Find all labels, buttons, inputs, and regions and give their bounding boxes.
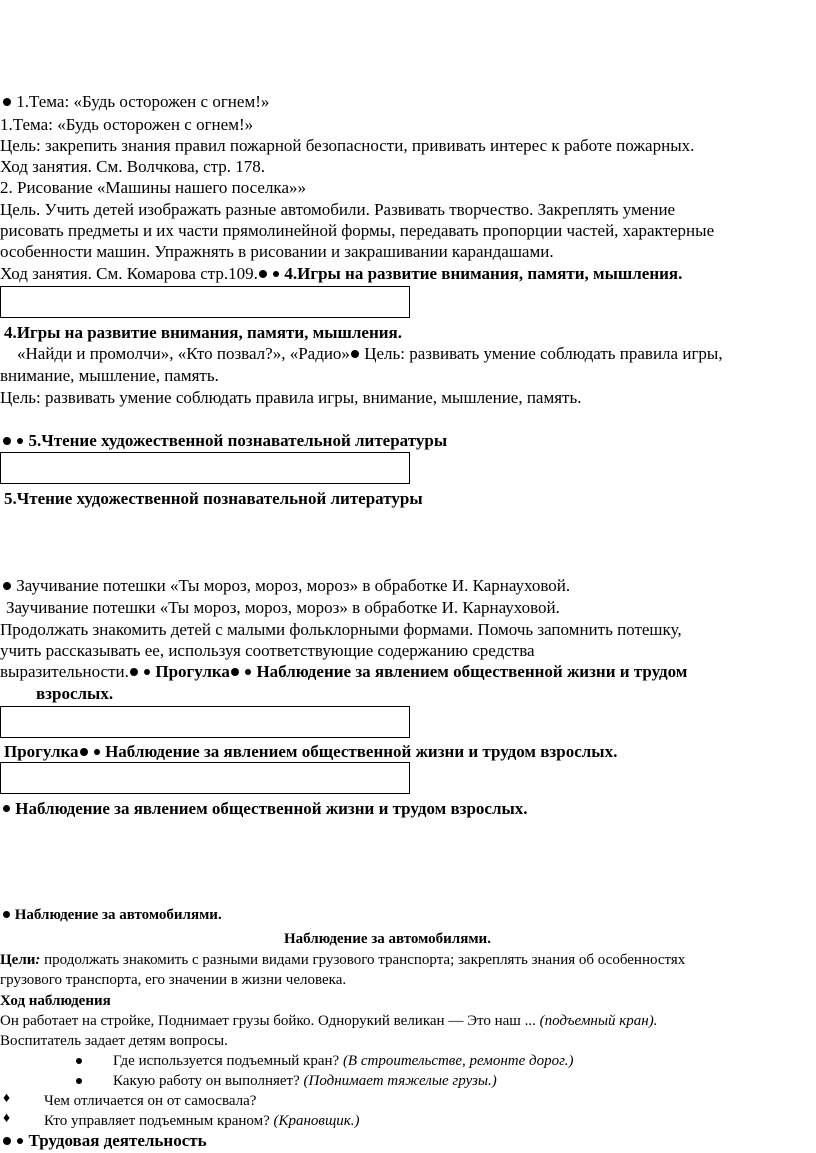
topic1-title-repeat: 1.Тема: «Будь осторожен с огнем!»	[0, 115, 254, 134]
observation-inline-heading-cont: взрослых.	[36, 684, 114, 703]
bullet-icon	[144, 669, 150, 675]
diamond-bullet-icon: ♦	[3, 1111, 11, 1126]
goal-colon: :	[35, 952, 41, 968]
memo-title: Заучивание потешки «Ты мороз, мороз, мороз» в обработке И. Карнауховой.	[16, 576, 571, 595]
memo-text-1: Продолжать знакомить детей с малыми фольклорными формами. Помочь запомнить потешку,	[0, 620, 682, 639]
games-goal-full: Цель: развивать умение соблюдать правила игры, внимание, мышление, память.	[0, 388, 582, 407]
list-bullet-icon	[76, 1078, 82, 1084]
bullet-icon	[245, 669, 251, 675]
empty-frame-1	[0, 286, 410, 318]
question-4	[44, 1111, 360, 1131]
question-2	[113, 1071, 497, 1091]
bullet-icon	[3, 98, 11, 106]
labor-heading: Трудовая деятельность	[28, 1131, 207, 1150]
teacher-line: Воспитатель задает детям вопросы.	[0, 1033, 228, 1049]
riddle-line	[0, 1011, 657, 1031]
bullet-icon	[17, 1138, 23, 1144]
memo-text-end: выразительности.	[0, 662, 129, 681]
question-1	[113, 1051, 574, 1071]
course-heading: Ход наблюдения	[0, 993, 111, 1009]
question-3: Чем отличается он от самосвала?	[44, 1093, 257, 1109]
empty-frame-3	[0, 706, 410, 738]
games-goal: Цель: развивать умение соблюдать правила игры,	[364, 344, 723, 363]
empty-frame-2	[0, 452, 410, 484]
bullet-icon	[130, 668, 138, 676]
bullet-icon	[3, 437, 11, 445]
bullet-icon	[259, 270, 267, 278]
diamond-bullet-icon: ♦	[3, 1091, 11, 1106]
question-4-answer: (Крановщик.)	[273, 1113, 360, 1129]
section5-inline-heading: 5.Чтение художественной познавательной литературы	[28, 431, 448, 450]
games-goal-cont: внимание, мышление, память.	[0, 366, 219, 385]
memo-bullet-line	[2, 576, 570, 596]
bullet-icon	[351, 350, 359, 358]
bullet-icon	[3, 1137, 11, 1145]
goal-label: Цели	[0, 952, 36, 968]
goal-text: продолжать знакомить с разными видами грузового транспорта; закреплять знания об особенностях	[40, 952, 686, 968]
games-list: «Найди и промолчи», «Кто позвал?», «Радио»	[17, 344, 350, 363]
question-2-answer: (Поднимает тяжелые грузы.)	[303, 1073, 497, 1089]
empty-frame-4	[0, 762, 410, 794]
topic2-title: 2. Рисование «Машины нашего поселка»»	[0, 178, 306, 197]
riddle-answer: (подъемный кран).	[539, 1013, 658, 1029]
bullet-icon	[3, 805, 10, 812]
topic2-course-line	[0, 264, 682, 284]
topic1-goal: Цель: закрепить знания правил пожарной безопасности, прививать интерес к работе пожарных.	[0, 136, 695, 155]
observation-bullet-line	[2, 799, 528, 819]
walk-inline-label: Прогулка	[155, 662, 230, 681]
bullet-icon	[80, 748, 88, 756]
topic1-course: Ход занятия. См. Волчкова, стр. 178.	[0, 157, 266, 176]
walk-label: Прогулка	[4, 742, 79, 761]
question-4-text: Кто управляет подъемным краном?	[44, 1113, 274, 1129]
topic2-goal-2: рисовать предметы и их части прямолинейной формы, передавать пропорции частей, характерные	[0, 221, 715, 240]
observation-heading-repeat: Наблюдение за явлением общественной жизни и трудом взрослых.	[15, 799, 528, 818]
topic2-goal-1: Цель. Учить детей изображать разные автомобили. Развивать творчество. Закреплять умение	[0, 200, 676, 219]
observation-heading: Наблюдение за явлением общественной жизни и трудом взрослых.	[105, 742, 618, 761]
bullet-icon	[94, 749, 100, 755]
bullet-icon	[17, 438, 23, 444]
section5-bullet-line	[2, 431, 447, 451]
bullet-icon	[3, 911, 10, 918]
games-line	[17, 344, 723, 364]
memo-title-repeat: Заучивание потешки «Ты мороз, мороз, мороз» в обработке И. Карнауховой.	[6, 598, 560, 617]
section4-heading: 4.Игры на развитие внимания, памяти, мышления.	[4, 323, 402, 342]
riddle-text: Он работает на стройке, Поднимает грузы бойко. Однорукий великан — Это наш ...	[0, 1013, 540, 1029]
topic2-course: Ход занятия. См. Комарова стр.109.	[0, 264, 258, 283]
question-2-text: Какую работу он выполняет?	[113, 1073, 304, 1089]
topic1-title: 1.Тема: «Будь осторожен с огнем!»	[16, 92, 270, 111]
topic1-bullet-line	[2, 92, 269, 112]
section4-inline-heading: 4.Игры на развитие внимания, памяти, мышления.	[284, 264, 683, 283]
auto-inline-heading: Наблюдение за автомобилями.	[14, 907, 222, 923]
auto-goal-cont: грузового транспорта, его значении в жизни человека.	[0, 972, 347, 988]
bullet-icon	[273, 271, 279, 277]
section5-heading: 5.Чтение художественной познавательной литературы	[4, 489, 423, 508]
question-1-answer: (В строительстве, ремонте дорог.)	[342, 1053, 574, 1069]
list-bullet-icon	[76, 1058, 82, 1064]
labor-bullet-line	[2, 1131, 207, 1151]
question-1-text: Где используется подъемный кран?	[113, 1053, 343, 1069]
memo-text-3	[0, 662, 687, 682]
auto-goal-line	[0, 950, 685, 970]
auto-bullet-line	[2, 905, 222, 925]
observation-inline-heading: Наблюдение за явлением общественной жизни и трудом	[256, 662, 688, 681]
auto-heading: Наблюдение за автомобилями.	[284, 931, 491, 947]
walk-line	[4, 742, 617, 762]
topic2-goal-3: особенности машин. Упражнять в рисовании и закрашивании карандашами.	[0, 242, 554, 261]
bullet-icon	[3, 582, 11, 590]
bullet-icon	[231, 668, 239, 676]
memo-text-2: учить рассказывать ее, используя соответствующие содержанию средства	[0, 641, 535, 660]
